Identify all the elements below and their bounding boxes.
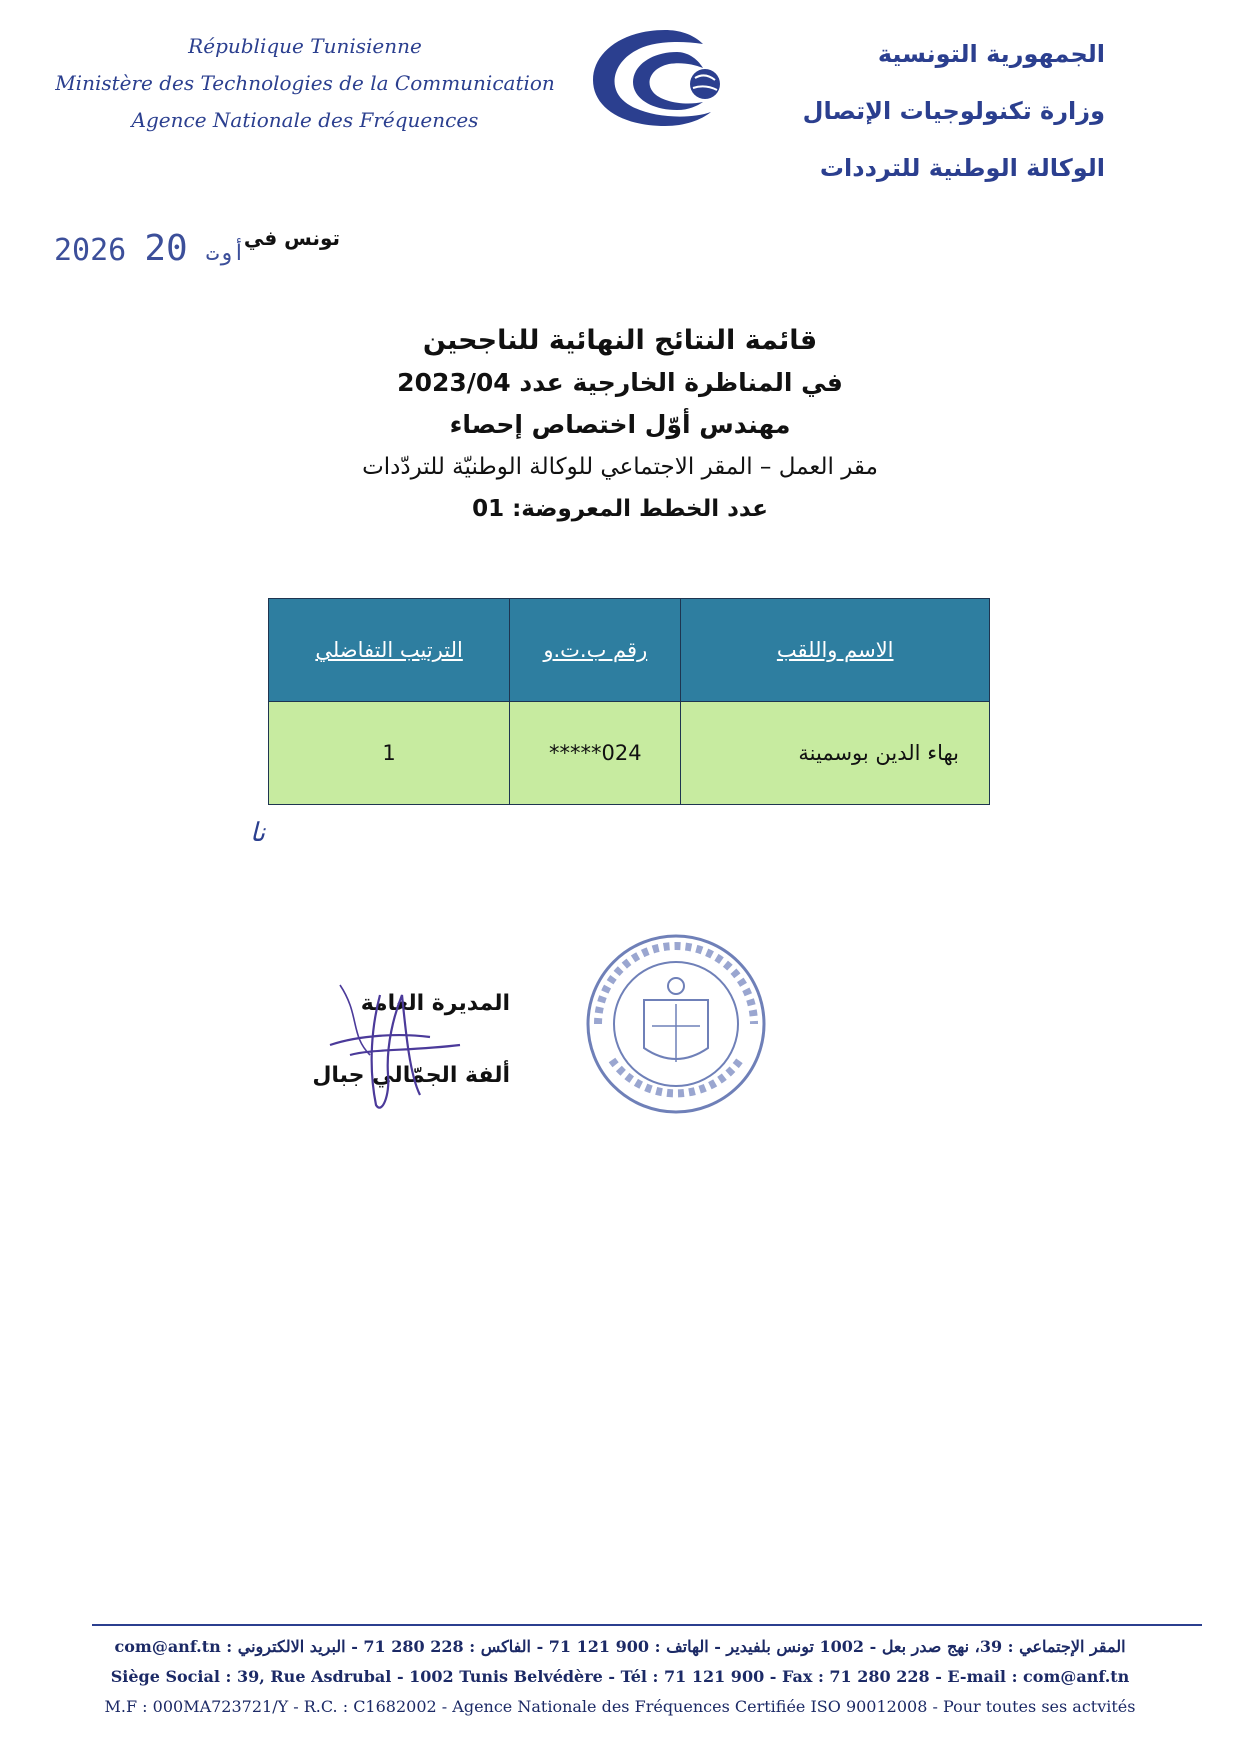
ar-republic: الجمهورية التونسية <box>877 40 1105 68</box>
anf-logo-icon <box>585 22 745 132</box>
footer-arabic-address: المقر الإجتماعي : 39، نهج صدر بعل - 1002 تونس بلفيدير - الهاتف : 900 121 71 - الفاكس : 228 280 71 - البريد الالكتروني : com@anf.tn <box>114 1637 1126 1656</box>
official-seal-icon <box>582 930 770 1118</box>
french-letterhead <box>50 28 560 139</box>
footer <box>40 1632 1200 1722</box>
handwritten-initials: نا <box>250 818 266 848</box>
cell-id: *****024 <box>510 702 681 805</box>
title-line-5: عدد الخطط المعروضة: 01 <box>472 496 768 522</box>
fr-ministry: Ministère des Technologies de la Communication <box>55 71 555 95</box>
fr-agency: Agence Nationale des Fréquences <box>131 108 479 132</box>
date-prefix: تونس في <box>243 226 340 250</box>
ar-ministry: وزارة تكنولوجيات الإتصال <box>802 97 1105 125</box>
ar-agency: الوكالة الوطنية للترددات <box>819 154 1105 182</box>
date-line <box>50 222 340 272</box>
results-table <box>268 598 990 805</box>
document-title <box>260 320 980 530</box>
signature-icon <box>310 975 510 1115</box>
title-line-3: مهندس أوّل اختصاص إحصاء <box>449 410 791 439</box>
footer-registration: M.F : 000MA723721/Y - R.C. : C1682002 - Agence Nationale des Fréquences Certifiée ISO 90012008 - Pour toutes ses actvités <box>104 1697 1136 1716</box>
signatory-role: المديرة العامة <box>360 991 510 1016</box>
cell-name: بهاء الدين بوسمينة <box>681 702 990 805</box>
date-day: 20 <box>144 228 188 269</box>
footer-french-address: Siège Social : 39, Rue Asdrubal - 1002 Tunis Belvédère - Tél : 71 121 900 - Fax : 71 280 228 - E-mail : com@anf.tn <box>110 1667 1130 1686</box>
title-line-1: قائمة النتائج النهائية للناجحين <box>422 325 818 356</box>
date-month: أوت <box>205 241 246 266</box>
fr-republic: République Tunisienne <box>188 34 422 58</box>
title-line-2: في المناظرة الخارجية عدد 2023/04 <box>397 368 843 397</box>
header-name: الاسم واللقب <box>681 599 990 702</box>
date-stamp <box>54 228 245 269</box>
table-row <box>269 702 990 805</box>
footer-divider <box>92 1624 1202 1626</box>
date-year: 2026 <box>54 233 127 268</box>
title-line-4: مقر العمل – المقر الاجتماعي للوكالة الوطنيّة للتردّدات <box>362 454 878 480</box>
arabic-letterhead <box>775 26 1105 197</box>
header-rank: الترتيب التفاضلي <box>269 599 510 702</box>
cell-rank: 1 <box>269 702 510 805</box>
signatory-name: ألفة الجمّالي جبال <box>312 1063 510 1088</box>
header-id: رقم ب.ت.و <box>510 599 681 702</box>
table-header-row <box>269 599 990 702</box>
